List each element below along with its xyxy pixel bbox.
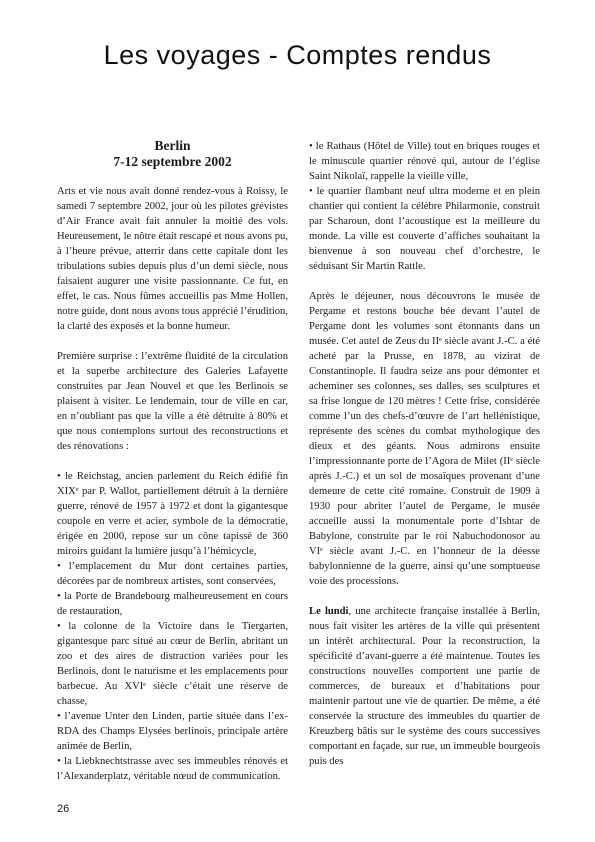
surprise-paragraph: Première surprise : l’extrême fluidité de la circulation et la superbe architecture des Galeries Lafayette construites par Jean Nouvel et que les Berlinois se plaisent à visiter. Le lendemain, tour de ville en car, en n’oubliant pas que la ville a été détruite à 80% et que nous contemplons surtout des reconstructions et des rénovations : [57,351,288,452]
list-item: • l’emplacement du Mur dont certaines parties, décorées par de nombreux artistes, sont conservées, [57,561,288,587]
page-number: 26 [57,803,70,815]
list-item: • la Porte de Brandebourg malheureusement en cours de restauration, [57,591,288,617]
list-item: • la colonne de la Victoire dans le Tiergarten, gigantesque parc situé au cœur de Berlin, abritant un zoo et des aires de distraction variées pour les Berlinois, dont le naturisme et les emplacements pour barbecue. Au XVIᵉ siècle c’était une réserve de chasse, [57,621,288,707]
section-heading [57,138,288,170]
article-column-right [309,139,540,769]
list-item: • l’avenue Unter den Linden, partie située dans l’ex-RDA des Champs Elysées berlinois, principale artère animée de Berlin, [57,711,288,752]
intro-paragraph: Arts et vie nous avait donné rendez-vous à Roissy, le samedi 7 septembre 2002, jour où les pilotes grévistes d’Air France avait fait annuler la moitié des vols. Heureusement, le nôtre était rescapé et nous avons pu, à l’heure prévue, atterrir dans cette capitale dont les tribulations subies depuis plus d’un demi siècle, nous faisaient augurer une visite passionnante. Ce fut, en effet, le cas. Nous fûmes accueillis pas Mme Hollen, notre guide, dont nous avons tous apprécié l’érudition, la clarté des exposés et la bonne humeur. [57,186,288,332]
lundi-label: Le lundi [309,606,349,617]
sights-list-continued [309,139,540,274]
lundi-text: , une architecte française installée à Berlin, nous fait visiter les artères de la ville qui présentent un intérêt architectural. Pour la reconstruction, la spécificité d’avant-guerre a été maintenue. Toutes les constructions nouvelles comportent une partie de commerces, de bureaux et d’habitations pour maintenir partout une vie de quartier. De même, a été conservée la structure des immeubles du quartier de Kreuzberg bâtis sur le système des cours successives comportant en façade, sur rue, un immeuble bourgeois puis des [309,606,541,767]
list-item: • le Reichstag, ancien parlement du Reich édifié fin XIXᵉ par P. Wallot, partiellement détruit à la dernière guerre, rénové de 1957 à 1972 et dont la gigantesque coupole en verre et acier, symbole de la démocratie, érigée en 2000, repose sur un cône tapissé de 360 miroirs guidant la lumière jusqu’à l’hémicycle, [57,471,288,557]
lundi-paragraph [309,604,540,769]
list-item: • le Rathaus (Hôtel de Ville) tout en briques rouges et le minuscule quartier rénové qui, autour de l’église Saint Nikolaï, rappelle la vieille ville, [309,141,540,182]
section-city: Berlin [154,138,191,153]
page-title: Les voyages - Comptes rendus [103,40,492,70]
list-item: • le quartier flambant neuf ultra moderne et en plein chantier qui contient la célèbre Philarmonie, construit par Scharoun, dont l’acoustique est la meilleure du monde. La ville est couverte d’affiches souhaitant la bienvenue à son nouveau chef d’orchestre, le séduisant Sir Martin Rattle. [309,186,540,272]
section-dates: 7-12 septembre 2002 [113,154,232,169]
sights-list [57,469,288,784]
article-column-left [57,138,288,784]
list-item: • la Liebknechtstrasse avec ses immeubles rénovés et l’Alexanderplatz, véritable nœud de communication. [57,756,288,782]
pergame-paragraph: Après le déjeuner, nous découvrons le musée de Pergame et restons bouche bée devant l’autel de Pergame dont les volumes sont étonnants dans un musée. Cet autel de Zeus du IIᵉ siècle avant J.-C. a été acheté par la Prusse, en 1878, au vizirat de Constantinople. Il faudra seize ans pour démonter et acheminer ses colonnes, ses dalles, ses sculptures et sa frise longue de 120 mètres ! Cette frise, considérée comme l’un des chefs-d’œuvre de l’art hellénistique, représente des scènes du combat mythologique des dieux et des géants. Nous admirons ensuite l’impressionnante porte de l’Agora de Milet (IIᵉ siècle après J.-C.) et un sol de mosaïques provenant d’une demeure de cette cité romaine. Construit de 1909 à 1930 pour abriter l’autel de Pergame, le musée accueille aussi la monumentale porte d’Ishtar de Babylone, construite par le roi Nabuchodonosor au VIᵉ siècle avant J.-C. en l’honneur de la déesse babylonnienne de la guerre, ainsi qu’une somptueuse voie des processions. [309,291,540,587]
